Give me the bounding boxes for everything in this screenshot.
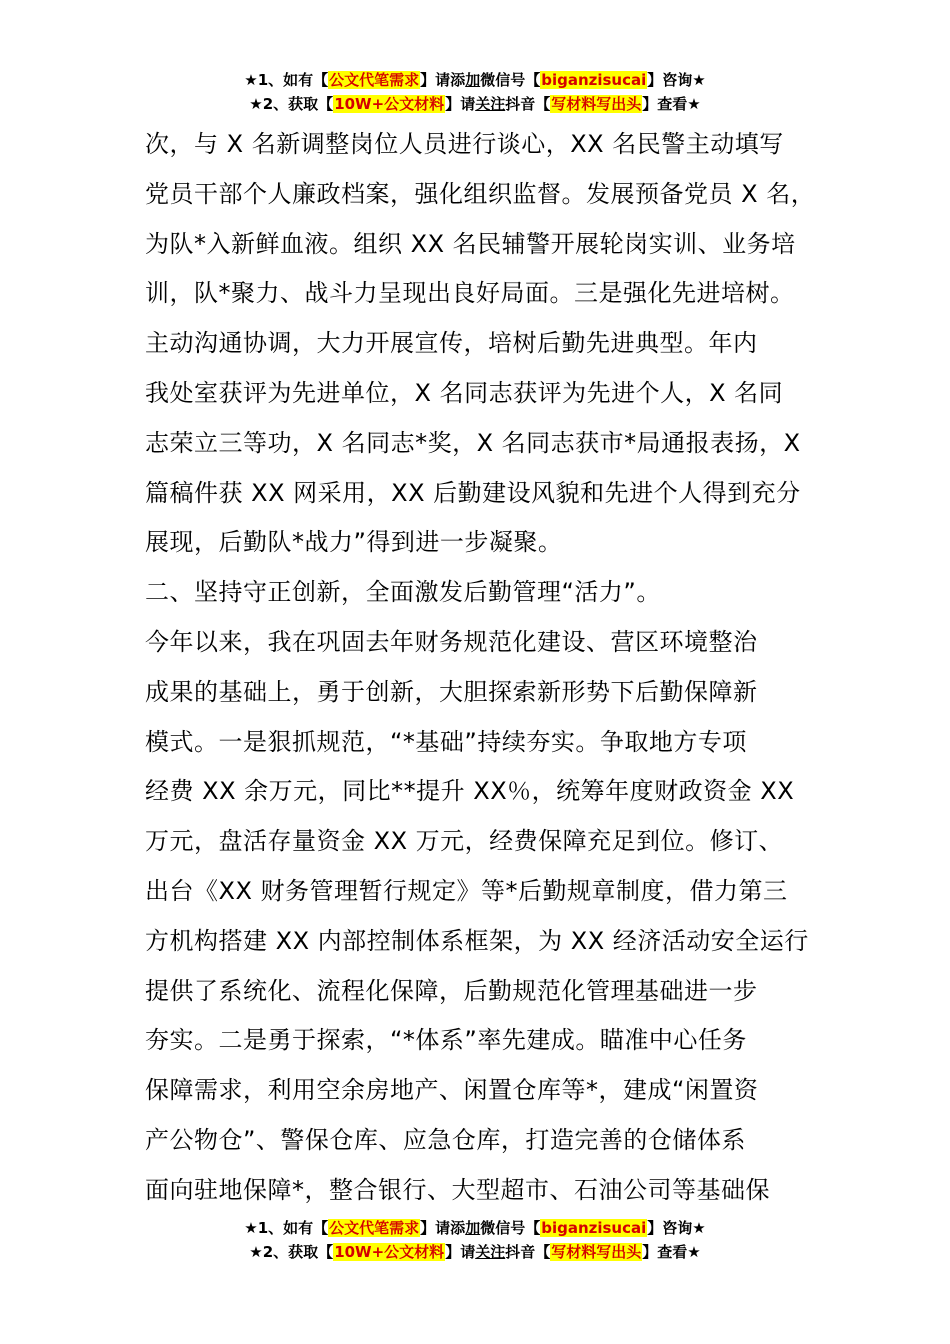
promo-text: ★1、如有【 <box>244 71 329 89</box>
body-line: 成果的基础上，勇于创新，大胆探索新形势下后勤保障新 <box>145 677 758 706</box>
body-line: 面向驻地保障*，整合银行、大型超市、石油公司等基础保 <box>145 1175 770 1204</box>
body-line: 万元，盘活存量资金 XX 万元，经费保障充足到位。修订、 <box>145 827 784 856</box>
promo-text: ★2、获取【 <box>249 95 334 113</box>
promo-line-1 <box>0 1216 950 1240</box>
promo-text: 抖音【 <box>505 1243 551 1261</box>
promo-highlight: 公文代笔需求 <box>329 71 420 89</box>
body-line: 主动沟通协调，大力开展宣传，培树后勤先进典型。年内 <box>145 329 758 358</box>
promo-highlight: 写材料写出头 <box>551 95 642 113</box>
promo-text: 】咨询★ <box>647 1219 706 1237</box>
body-line: 今年以来，我在巩固去年财务规范化建设、营区环境整治 <box>145 627 758 656</box>
body-line: 保障需求，利用空余房地产、闲置仓库等*，建成“闲置资 <box>145 1076 759 1105</box>
promo-text: 】请 <box>445 95 476 113</box>
promo-text: 抖音【 <box>505 95 551 113</box>
body-line: 经费 XX 余万元，同比**提升 XX％，统筹年度财政资金 XX <box>145 777 795 806</box>
body-line: 次，与 X 名新调整岗位人员进行谈心，XX 名民警主动填写 <box>145 130 784 158</box>
header-promo-banner <box>0 68 950 116</box>
body-line: 方机构搭建 XX 内部控制体系框架，为 XX 经济活动安全运行 <box>145 926 809 955</box>
promo-underlined-text: 关注 <box>475 1243 506 1261</box>
promo-text: 微信号【 <box>480 1219 541 1237</box>
footer-promo-banner <box>0 1216 950 1264</box>
promo-text: 】查看★ <box>642 95 701 113</box>
promo-highlight: 10W+公文材料 <box>334 95 445 113</box>
body-line: 产公物仓”、警保仓库、应急仓库，打造完善的仓储体系 <box>145 1125 746 1154</box>
body-line: 为队*入新鲜血液。组织 XX 名民辅警开展轮岗实训、业务培 <box>145 229 796 258</box>
promo-text: 】请添 <box>420 1219 466 1237</box>
promo-wechat-id: biganzisucai <box>541 1219 647 1237</box>
body-line: 出台《XX 财务管理暂行规定》等*后勤规章制度，借力第三 <box>145 876 788 905</box>
section-heading: 二、坚持守正创新，全面激发后勤管理“活力”。 <box>145 578 661 607</box>
promo-highlight: 10W+公文材料 <box>334 1243 445 1261</box>
promo-text: 】请 <box>445 1243 476 1261</box>
body-line: 志荣立三等功，X 名同志*奖，X 名同志获市*局通报表扬，X <box>145 428 801 457</box>
promo-wechat-id: biganzisucai <box>541 71 647 89</box>
body-line: 篇稿件获 XX 网采用，XX 后勤建设风貌和先进个人得到充分 <box>145 478 801 507</box>
promo-line-2 <box>0 1240 950 1264</box>
promo-line-1 <box>0 68 950 92</box>
promo-underlined-text: 加 <box>465 1219 481 1237</box>
promo-highlight: 写材料写出头 <box>551 1243 642 1261</box>
body-line: 夯实。二是勇于探索，“*体系”率先建成。瞄准中心任务 <box>145 1026 747 1055</box>
document-body <box>145 120 845 1216</box>
promo-text: 微信号【 <box>480 71 541 89</box>
promo-text: 】咨询★ <box>647 71 706 89</box>
promo-text: 】请添 <box>420 71 466 89</box>
body-line: 展现，后勤队*战力”得到进一步凝聚。 <box>145 528 563 557</box>
body-line: 模式。一是狠抓规范，“*基础”持续夯实。争取地方专项 <box>145 727 747 756</box>
promo-underlined-text: 加 <box>465 71 481 89</box>
body-line: 训，队*聚力、战斗力呈现出良好局面。三是强化先进培树。 <box>145 279 795 308</box>
promo-highlight: 公文代笔需求 <box>329 1219 420 1237</box>
promo-text: ★1、如有【 <box>244 1219 329 1237</box>
body-line: 提供了系统化、流程化保障，后勤规范化管理基础进一步 <box>145 976 758 1005</box>
promo-text: ★2、获取【 <box>249 1243 334 1261</box>
promo-underlined-text: 关注 <box>475 95 506 113</box>
body-line: 党员干部个人廉政档案，强化组织监督。发展预备党员 X 名， <box>145 179 816 208</box>
promo-text: 】查看★ <box>642 1243 701 1261</box>
promo-line-2 <box>0 92 950 116</box>
body-line: 我处室获评为先进单位，X 名同志获评为先进个人，X 名同 <box>145 378 784 407</box>
